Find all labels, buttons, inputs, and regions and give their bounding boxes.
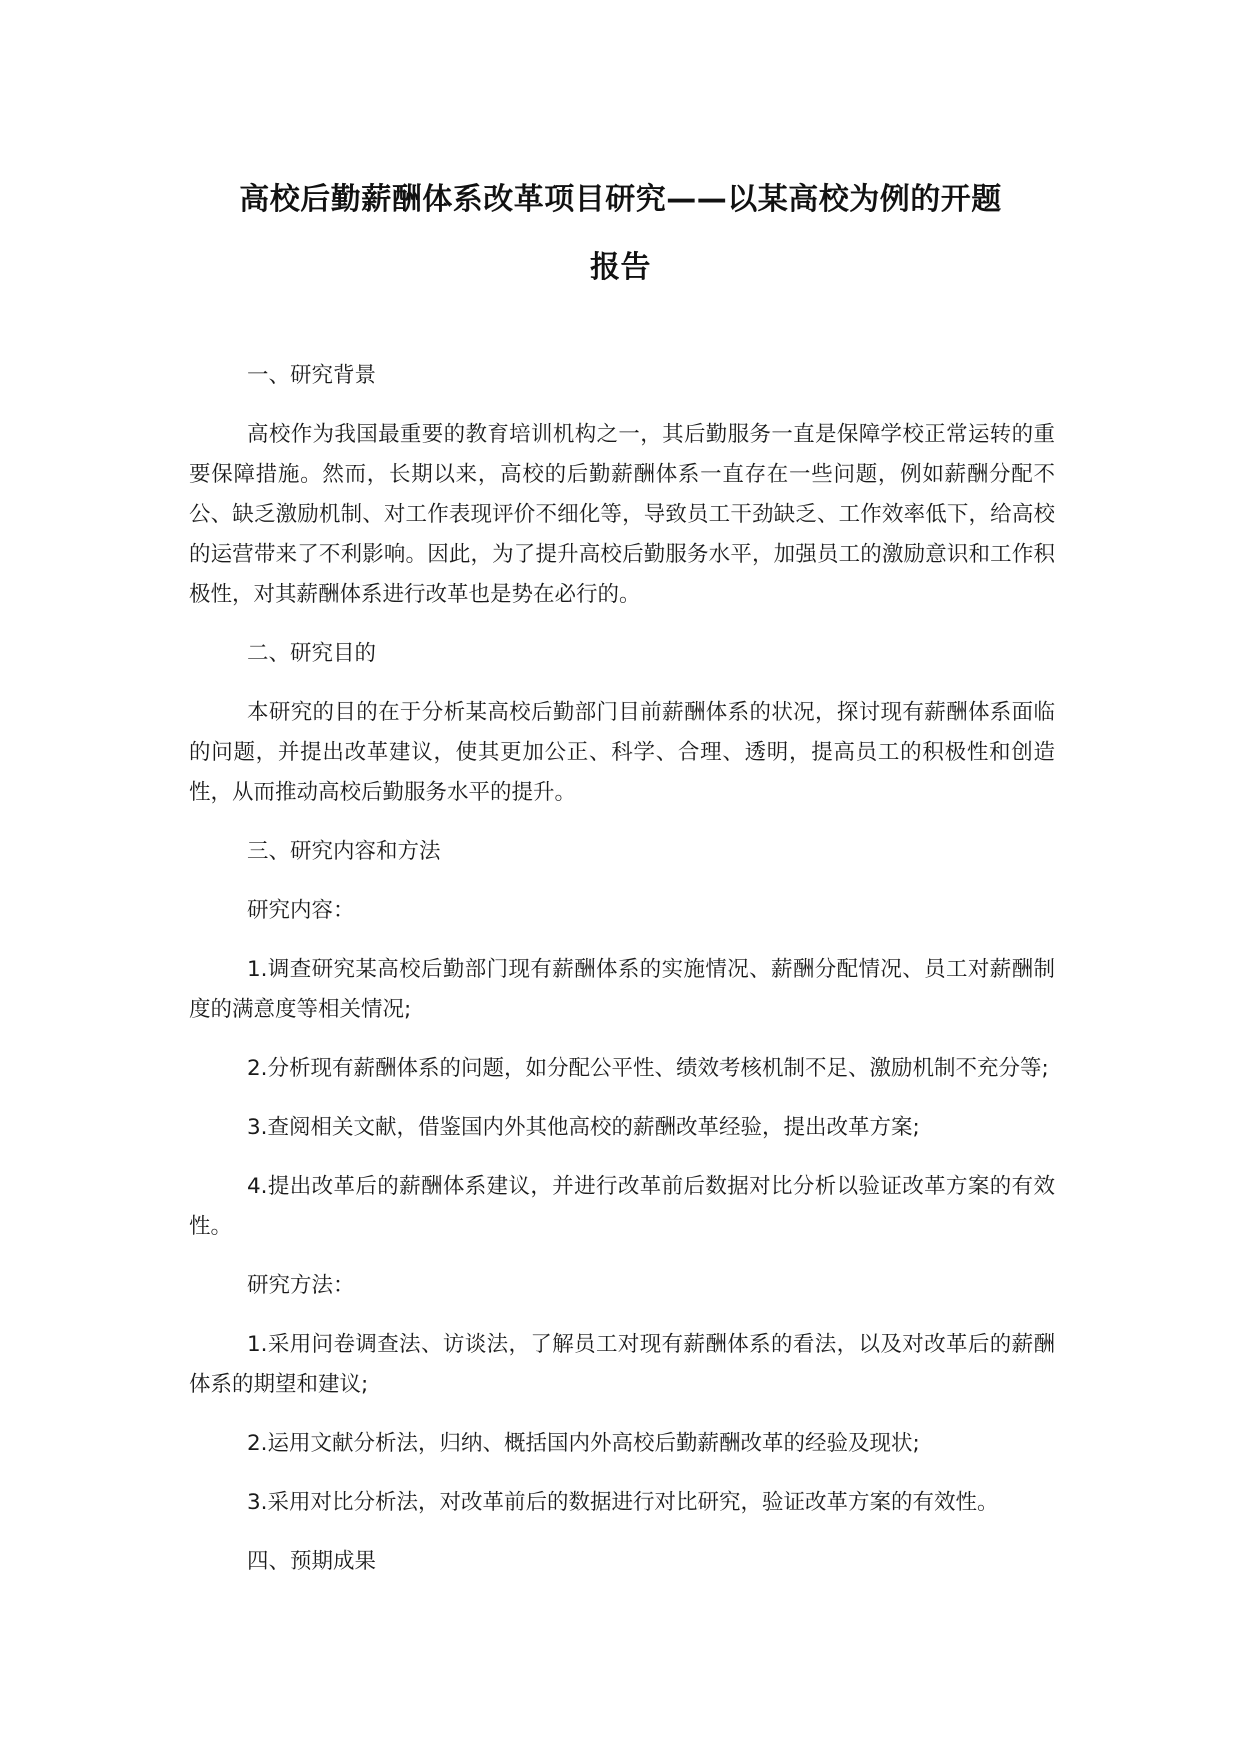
research-content-item-2: 2.分析现有薪酬体系的问题，如分配公平性、绩效考核机制不足、激励机制不充分等;	[247, 1056, 1049, 1081]
document-body	[189, 356, 1055, 1601]
research-content-item-4: 4.提出改革后的薪酬体系建议，并进行改革前后数据对比分析以验证改革方案的有效性。	[189, 1174, 1055, 1239]
research-method-item-2: 2.运用文献分析法，归纳、概括国内外高校后勤薪酬改革的经验及现状;	[247, 1431, 920, 1456]
research-content-item-1: 1.调查研究某高校后勤部门现有薪酬体系的实施情况、薪酬分配情况、员工对薪酬制度的满意度等相关情况;	[189, 957, 1055, 1022]
section-heading-purpose: 二、研究目的	[247, 641, 377, 666]
research-method-label: 研究方法：	[247, 1273, 355, 1298]
purpose-paragraph: 本研究的目的在于分析某高校后勤部门目前薪酬体系的状况，探讨现有薪酬体系面临的问题，并提出改革建议，使其更加公正、科学、合理、透明，提高员工的积极性和创造性，从而推动高校后勤服务水平的提升。	[189, 700, 1055, 805]
research-method-item-3: 3.采用对比分析法，对改革前后的数据进行对比研究，验证改革方案的有效性。	[247, 1490, 999, 1515]
title-line-2: 报告	[590, 250, 651, 285]
research-method-item-1: 1.采用问卷调查法、访谈法，了解员工对现有薪酬体系的看法，以及对改革后的薪酬体系的期望和建议;	[189, 1332, 1055, 1397]
research-content-item-3: 3.查阅相关文献，借鉴国内外其他高校的薪酬改革经验，提出改革方案;	[247, 1115, 920, 1140]
background-paragraph: 高校作为我国最重要的教育培训机构之一，其后勤服务一直是保障学校正常运转的重要保障措施。然而，长期以来，高校的后勤薪酬体系一直存在一些问题，例如薪酬分配不公、缺乏激励机制、对工作表现评价不细化等，导致员工干劲缺乏、工作效率低下，给高校的运营带来了不利影响。因此，为了提升高校后勤服务水平，加强员工的激励意识和工作积极性，对其薪酬体系进行改革也是势在必行的。	[189, 422, 1055, 607]
section-heading-background: 一、研究背景	[247, 363, 377, 388]
section-heading-content-methods: 三、研究内容和方法	[247, 839, 441, 864]
section-heading-expected-results: 四、预期成果	[247, 1549, 377, 1574]
document-title	[160, 166, 1081, 302]
title-line-1: 高校后勤薪酬体系改革项目研究——以某高校为例的开题	[239, 182, 1002, 217]
research-content-label: 研究内容：	[247, 898, 355, 923]
